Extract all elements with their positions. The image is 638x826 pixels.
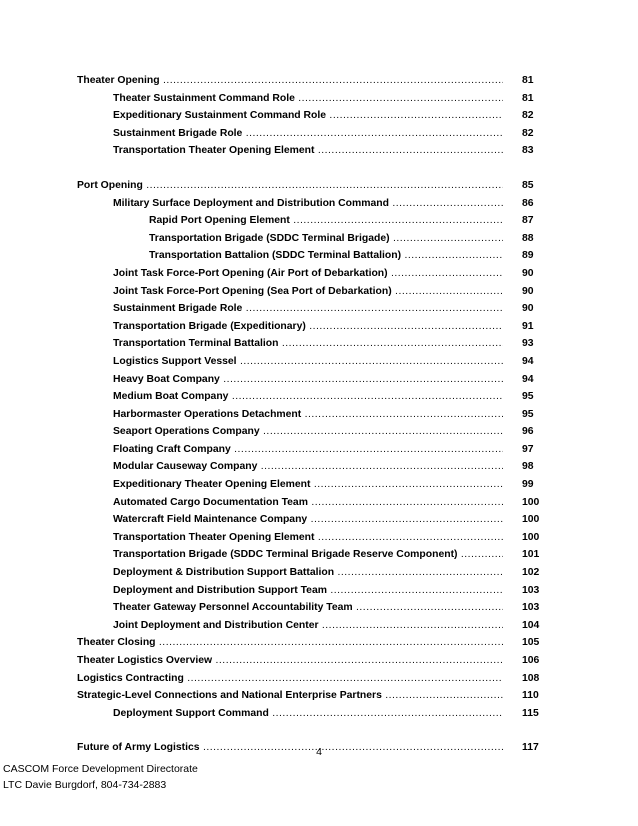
toc-entry-page: 81 <box>522 92 534 104</box>
toc-entry-page: 103 <box>522 584 540 596</box>
toc-entry[interactable] <box>77 371 544 389</box>
toc-entry[interactable] <box>77 72 544 90</box>
toc-entry-title: Harbormaster Operations Detachment ..... <box>113 406 503 424</box>
toc-entry-page: 100 <box>522 514 540 526</box>
footer-organization: CASCOM Force Development Directorate <box>3 763 198 775</box>
toc-entry[interactable] <box>77 511 544 529</box>
toc-entry-page: 82 <box>522 127 534 139</box>
toc-entry-page: 90 <box>522 267 534 279</box>
toc-entry-page: 100 <box>522 531 540 543</box>
toc-entry-title: Future of Army Logistics ..... <box>77 739 503 757</box>
toc-entry-title: Automated Cargo Documentation Team ..... <box>113 494 503 512</box>
toc-entry-title: Transportation Brigade (SDDC Terminal Brigade) ..... <box>149 230 503 248</box>
toc-entry-title: Theater Closing ..... <box>77 634 503 652</box>
toc-entry[interactable] <box>77 458 544 476</box>
toc-entry-title: Deployment and Distribution Support Team ..... <box>113 582 503 600</box>
toc-entry-page: 103 <box>522 602 540 614</box>
toc-entry-page: 87 <box>522 215 534 227</box>
toc-entry-title: Theater Gateway Personnel Accountability Team ..... <box>113 599 503 617</box>
toc-entry-title: Floating Craft Company ..... <box>113 441 503 459</box>
toc-entry-page: 94 <box>522 355 534 367</box>
toc-entry[interactable] <box>77 670 544 688</box>
toc-entry[interactable] <box>77 564 544 582</box>
toc-entry-title: Transportation Theater Opening Element ..... <box>113 529 503 547</box>
toc-entry-title: Deployment & Distribution Support Battalion ..... <box>113 564 503 582</box>
toc-entry[interactable] <box>77 230 544 248</box>
toc-entry[interactable] <box>77 687 544 705</box>
footer <box>3 761 198 793</box>
toc-entry-page: 95 <box>522 408 534 420</box>
toc-entry[interactable] <box>77 423 544 441</box>
toc-entry-title: Port Opening ..... <box>77 177 503 195</box>
toc-entry[interactable] <box>77 283 544 301</box>
toc-entry[interactable] <box>77 599 544 617</box>
toc-entry-title: Expeditionary Sustainment Command Role ..... <box>113 107 503 125</box>
toc-entry-title: Logistics Support Vessel ..... <box>113 353 503 371</box>
toc-entry-page: 83 <box>522 145 534 157</box>
toc-entry-page: 91 <box>522 320 534 332</box>
toc-entry-title: Seaport Operations Company ..... <box>113 423 503 441</box>
toc-entry[interactable] <box>77 353 544 371</box>
toc-entry-page: 81 <box>522 75 534 86</box>
toc-entry-title: Expeditionary Theater Opening Element ..... <box>113 476 503 494</box>
toc-entry-title: Rapid Port Opening Element ..... <box>149 212 503 230</box>
toc-entry-title: Military Surface Deployment and Distribution Command ..... <box>113 195 503 213</box>
toc-entry-page: 108 <box>522 672 540 684</box>
toc-entry-title: Sustainment Brigade Role ..... <box>113 300 503 318</box>
toc-entry-title: Sustainment Brigade Role ..... <box>113 125 503 143</box>
toc-entry-page: 98 <box>522 461 534 473</box>
toc-entry[interactable] <box>77 195 544 213</box>
toc-entry-page: 88 <box>522 232 534 244</box>
toc-entry-title: Theater Sustainment Command Role ..... <box>113 90 503 108</box>
footer-contact: LTC Davie Burgdorf, 804-734-2883 <box>3 779 167 791</box>
toc-entry-title: Theater Opening ..... <box>77 72 503 90</box>
toc-entry-title: Deployment Support Command ..... <box>113 705 503 723</box>
toc-entry[interactable] <box>77 529 544 547</box>
toc-entry[interactable] <box>77 634 544 652</box>
toc-entry[interactable] <box>77 300 544 318</box>
toc-entry-title: Strategic-Level Connections and National Enterprise Partners ..... <box>77 687 503 705</box>
toc-entry-page: 90 <box>522 303 534 315</box>
toc-entry-page: 101 <box>522 549 540 561</box>
toc-entry-page: 85 <box>522 179 534 191</box>
toc-entry[interactable] <box>77 335 544 353</box>
toc-entry[interactable] <box>77 247 544 265</box>
toc-entry[interactable] <box>77 705 544 723</box>
toc-entry-page: 82 <box>522 110 534 122</box>
toc-entry[interactable] <box>77 107 544 125</box>
toc-entry-title: Medium Boat Company ..... <box>113 388 503 406</box>
toc-entry[interactable] <box>77 546 544 564</box>
section-spacer <box>77 722 544 739</box>
toc-entry-page: 95 <box>522 391 534 403</box>
toc-entry-page: 104 <box>522 619 540 631</box>
toc-entry-title: Joint Deployment and Distribution Center ..... <box>113 617 503 635</box>
toc-entry-page: 110 <box>522 690 539 702</box>
table-of-contents <box>77 72 544 757</box>
toc-entry-title: Modular Causeway Company ..... <box>113 458 503 476</box>
toc-entry-title: Watercraft Field Maintenance Company ..... <box>113 511 503 529</box>
section-spacer <box>77 160 544 177</box>
toc-entry[interactable] <box>77 212 544 230</box>
toc-entry-page: 106 <box>522 655 540 666</box>
toc-entry-page: 105 <box>522 637 540 649</box>
toc-entry[interactable] <box>77 177 544 195</box>
toc-entry[interactable] <box>77 406 544 424</box>
toc-entry-title: Joint Task Force-Port Opening (Sea Port of Debarkation) ..... <box>113 283 503 301</box>
toc-entry-page: 117 <box>522 742 539 754</box>
toc-entry-page: 96 <box>522 426 534 438</box>
toc-entry[interactable] <box>77 265 544 283</box>
toc-entry-title: Joint Task Force-Port Opening (Air Port of Debarkation) ..... <box>113 265 503 283</box>
toc-entry[interactable] <box>77 318 544 336</box>
toc-entry-title: Theater Logistics Overview ..... <box>77 652 503 670</box>
toc-entry-page: 90 <box>522 285 534 297</box>
toc-entry-page: 97 <box>522 443 534 455</box>
toc-entry[interactable] <box>77 388 544 406</box>
toc-entry[interactable] <box>77 494 544 512</box>
toc-entry[interactable] <box>77 90 544 108</box>
toc-entry[interactable] <box>77 652 544 670</box>
toc-entry[interactable] <box>77 617 544 635</box>
toc-entry[interactable] <box>77 441 544 459</box>
toc-entry-page: 102 <box>522 567 540 579</box>
toc-entry-title: Transportation Terminal Battalion ..... <box>113 335 503 353</box>
toc-entry-page: 115 <box>522 707 539 719</box>
toc-entry[interactable] <box>77 142 544 160</box>
toc-entry-page: 100 <box>522 496 540 508</box>
toc-entry-title: Transportation Brigade (SDDC Terminal Brigade Reserve Component) ..... <box>113 546 503 564</box>
toc-entry[interactable] <box>77 125 544 143</box>
toc-entry-page: 89 <box>522 250 534 262</box>
toc-entry-page: 94 <box>522 373 534 385</box>
toc-entry-title: Transportation Theater Opening Element ..... <box>113 142 503 160</box>
toc-entry-page: 99 <box>522 479 534 491</box>
toc-entry[interactable] <box>77 476 544 494</box>
toc-entry-title: Heavy Boat Company ..... <box>113 371 503 389</box>
toc-entry-title: Transportation Brigade (Expeditionary) ..... <box>113 318 503 336</box>
toc-entry-page: 93 <box>522 338 534 350</box>
page-number: 4 <box>316 746 322 758</box>
toc-entry[interactable] <box>77 582 544 600</box>
toc-entry-title: Logistics Contracting ..... <box>77 670 503 688</box>
toc-entry-page: 86 <box>522 197 534 209</box>
toc-entry-title: Transportation Battalion (SDDC Terminal Battalion) ..... <box>149 247 503 265</box>
